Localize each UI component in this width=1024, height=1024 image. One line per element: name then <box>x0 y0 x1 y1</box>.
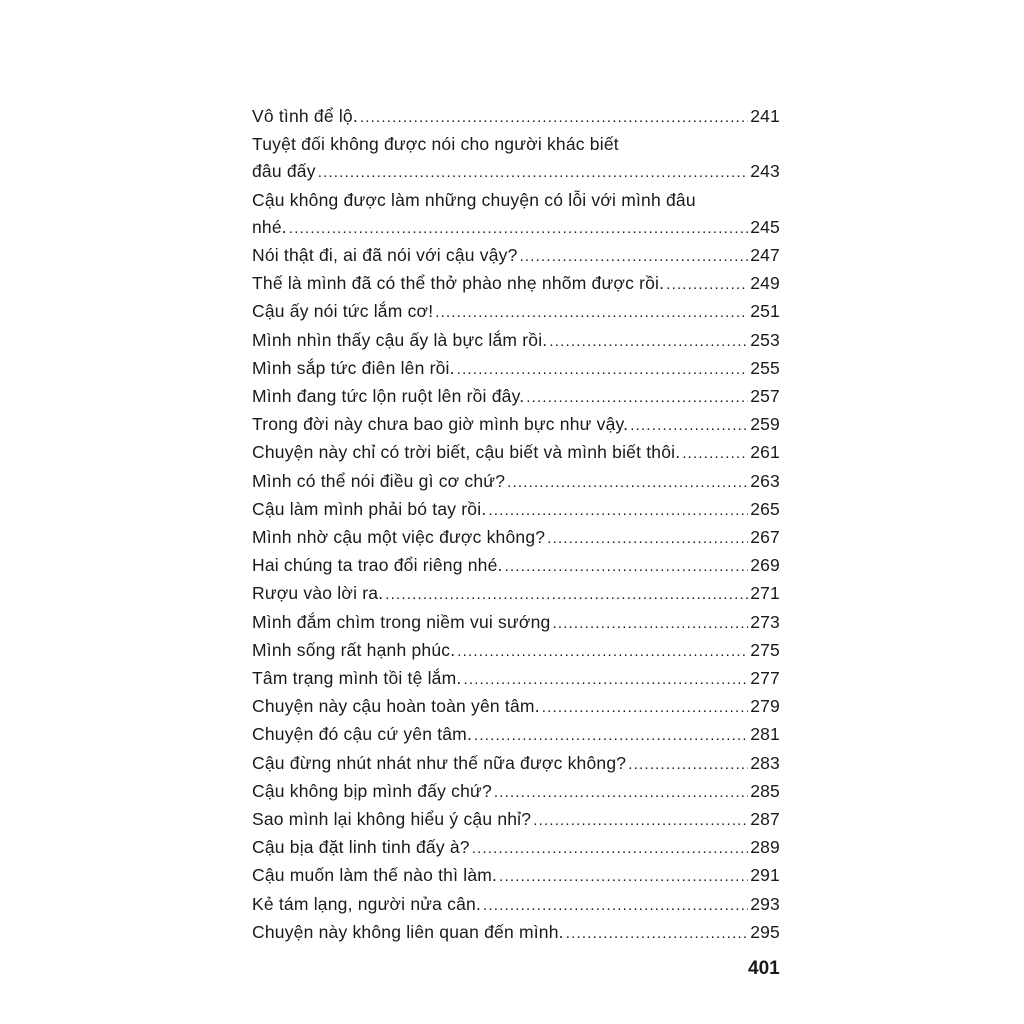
toc-entry-page-number: 287 <box>750 809 780 830</box>
toc-entry-title: Cậu không bịp mình đấy chứ? <box>252 780 492 801</box>
toc-entry-title: Cậu muốn làm thế nào thì làm. <box>252 865 498 886</box>
toc-entry-title: Cậu bịa đặt linh tinh đấy à? <box>252 837 470 858</box>
toc-entry-page-number: 285 <box>750 780 780 801</box>
toc-entry-title-line: Cậu không được làm những chuyện có lỗi với mình đâu <box>252 189 696 210</box>
dot-leader <box>552 610 748 637</box>
toc-entry-line <box>252 496 780 524</box>
toc-entry <box>252 806 780 834</box>
toc-entry <box>252 834 780 862</box>
toc-entry-page-number: 253 <box>750 329 780 350</box>
toc-entry-title: Chuyện này chỉ có trời biết, cậu biết và mình biết thôi. <box>252 442 681 463</box>
toc-entry-title: Chuyện này không liên quan đến mình. <box>252 921 564 942</box>
toc-entry-page-number: 261 <box>750 442 780 463</box>
toc-entry <box>252 862 780 890</box>
toc-entry <box>252 355 780 383</box>
dot-leader <box>435 299 748 326</box>
toc-entry-line <box>252 524 780 552</box>
toc-entry-line <box>252 806 780 834</box>
toc-entry-title: Sao mình lại không hiểu ý cậu nhỉ? <box>252 809 532 830</box>
toc-entry-page-number: 257 <box>750 386 780 407</box>
dot-leader <box>507 469 748 496</box>
dot-leader <box>474 722 748 749</box>
toc-entry-line <box>252 327 780 355</box>
toc-entry-title: Kẻ tám lạng, người nửa cân. <box>252 893 482 914</box>
toc-entry-line <box>252 665 780 693</box>
toc-entry <box>252 411 780 439</box>
toc-entry-line <box>252 891 780 919</box>
dot-leader <box>526 384 748 411</box>
toc-entry-page-number: 275 <box>750 639 780 660</box>
dot-leader <box>472 835 748 862</box>
toc-entry-title: Mình nhờ cậu một việc được không? <box>252 527 546 548</box>
toc-entry-page-number: 247 <box>750 245 780 266</box>
toc-entry-line <box>252 862 780 890</box>
table-of-contents <box>252 103 780 947</box>
toc-entry-line <box>252 552 780 580</box>
toc-entry <box>252 439 780 467</box>
toc-entry-title: Cậu ấy nói tức lắm cơ! <box>252 301 434 322</box>
dot-leader <box>318 159 749 186</box>
dot-leader <box>385 581 748 608</box>
toc-entry-page-number: 245 <box>750 216 780 237</box>
dot-leader <box>682 440 748 467</box>
toc-entry-line <box>252 242 780 270</box>
toc-entry-line <box>252 721 780 749</box>
toc-entry-title: Mình đắm chìm trong niềm vui sướng <box>252 611 551 632</box>
dot-leader <box>499 863 748 890</box>
toc-entry-page-number: 249 <box>750 273 780 294</box>
toc-entry-page-number: 283 <box>750 752 780 773</box>
toc-entry <box>252 187 780 242</box>
dot-leader <box>547 525 748 552</box>
toc-entry-page-number: 279 <box>750 696 780 717</box>
toc-entry-title: Tâm trạng mình tồi tệ lắm. <box>252 668 462 689</box>
toc-entry-page-number: 243 <box>750 161 780 182</box>
dot-leader <box>549 328 748 355</box>
toc-entry-title: Trong đời này chưa bao giờ mình bực như vậy. <box>252 414 629 435</box>
toc-entry <box>252 580 780 608</box>
toc-entry-title: Mình nhìn thấy cậu ấy là bực lắm rồi. <box>252 329 548 350</box>
toc-entry-title: Cậu làm mình phải bó tay rồi. <box>252 498 487 519</box>
dot-leader <box>628 751 748 778</box>
toc-entry-page-number: 267 <box>750 527 780 548</box>
toc-entry-title: Hai chúng ta trao đổi riêng nhé. <box>252 555 503 576</box>
toc-entry-title: Nói thật đi, ai đã nói với cậu vậy? <box>252 245 518 266</box>
dot-leader <box>630 412 748 439</box>
toc-entry-line <box>252 298 780 326</box>
toc-entry-page-number: 289 <box>750 837 780 858</box>
dot-leader <box>457 638 748 665</box>
dot-leader <box>542 694 748 721</box>
toc-entry-line <box>252 158 780 186</box>
dot-leader <box>483 892 748 919</box>
toc-entry-page-number: 259 <box>750 414 780 435</box>
dot-leader <box>505 553 749 580</box>
toc-entry <box>252 496 780 524</box>
dot-leader <box>360 104 748 131</box>
toc-entry-title: Mình đang tức lộn ruột lên rồi đây. <box>252 386 525 407</box>
toc-entry-line <box>252 750 780 778</box>
toc-entry <box>252 665 780 693</box>
toc-entry <box>252 609 780 637</box>
dot-leader <box>494 779 748 806</box>
toc-entry-title: Mình sắp tức điên lên rồi. <box>252 357 455 378</box>
toc-entry-page-number: 277 <box>750 668 780 689</box>
toc-entry <box>252 750 780 778</box>
dot-leader <box>289 215 748 242</box>
toc-entry-line <box>252 411 780 439</box>
toc-entry <box>252 298 780 326</box>
toc-entry-line <box>252 214 780 242</box>
toc-entry-line <box>252 834 780 862</box>
toc-entry-line <box>252 355 780 383</box>
dot-leader <box>666 271 748 298</box>
dot-leader <box>457 356 748 383</box>
toc-entry <box>252 468 780 496</box>
toc-entry <box>252 919 780 947</box>
toc-entry <box>252 383 780 411</box>
toc-entry-title: Chuyện đó cậu cứ yên tâm. <box>252 724 473 745</box>
toc-entry-title: đâu đấy <box>252 161 316 182</box>
dot-leader <box>520 243 749 270</box>
toc-entry-page-number: 273 <box>750 611 780 632</box>
toc-entry-line <box>252 778 780 806</box>
dot-leader <box>533 807 748 834</box>
toc-entry-line <box>252 609 780 637</box>
toc-entry-title: Vô tình để lộ. <box>252 106 358 126</box>
toc-entry-title: Chuyện này cậu hoàn toàn yên tâm. <box>252 696 540 717</box>
toc-entry-page-number: 241 <box>750 106 780 126</box>
toc-entry-line <box>252 919 780 947</box>
toc-entry-line <box>252 637 780 665</box>
toc-entry-title: Cậu đừng nhút nhát như thế nữa được không? <box>252 752 627 773</box>
toc-entry <box>252 721 780 749</box>
toc-entry <box>252 891 780 919</box>
toc-entry <box>252 270 780 298</box>
toc-entry-line <box>252 103 780 131</box>
toc-entry-title: Mình có thể nói điều gì cơ chứ? <box>252 470 506 491</box>
toc-entry <box>252 103 780 131</box>
toc-entry-line <box>252 270 780 298</box>
toc-entry <box>252 693 780 721</box>
toc-entry <box>252 242 780 270</box>
toc-entry <box>252 327 780 355</box>
dot-leader <box>463 666 748 693</box>
toc-entry <box>252 778 780 806</box>
toc-entry-line <box>252 383 780 411</box>
page-number: 401 <box>748 958 780 979</box>
toc-entry-page-number: 251 <box>750 301 780 322</box>
toc-entry-page-number: 263 <box>750 470 780 491</box>
toc-entry-page-number: 295 <box>750 921 780 942</box>
toc-entry-line <box>252 439 780 467</box>
toc-entry-page-number: 269 <box>750 555 780 576</box>
toc-entry-page-number: 265 <box>750 498 780 519</box>
toc-entry-line <box>252 693 780 721</box>
dot-leader <box>566 920 748 947</box>
toc-entry-page-number: 271 <box>750 583 780 604</box>
toc-entry-line <box>252 580 780 608</box>
toc-entry <box>252 524 780 552</box>
toc-entry <box>252 552 780 580</box>
toc-entry-title: Thế là mình đã có thể thở phào nhẹ nhõm được rồi. <box>252 273 665 294</box>
toc-entry-page-number: 281 <box>750 724 780 745</box>
toc-entry-title: nhé. <box>252 216 287 237</box>
toc-entry-title: Rượu vào lời ra. <box>252 583 384 604</box>
toc-entry-title: Mình sống rất hạnh phúc. <box>252 639 456 660</box>
toc-entry <box>252 131 780 186</box>
toc-entry-page-number: 255 <box>750 357 780 378</box>
toc-entry-line <box>252 468 780 496</box>
toc-entry <box>252 637 780 665</box>
dot-leader <box>488 497 748 524</box>
toc-entry-page-number: 291 <box>750 865 780 886</box>
toc-entry-title-line: Tuyệt đối không được nói cho người khác biết <box>252 134 619 155</box>
toc-entry-page-number: 293 <box>750 893 780 914</box>
